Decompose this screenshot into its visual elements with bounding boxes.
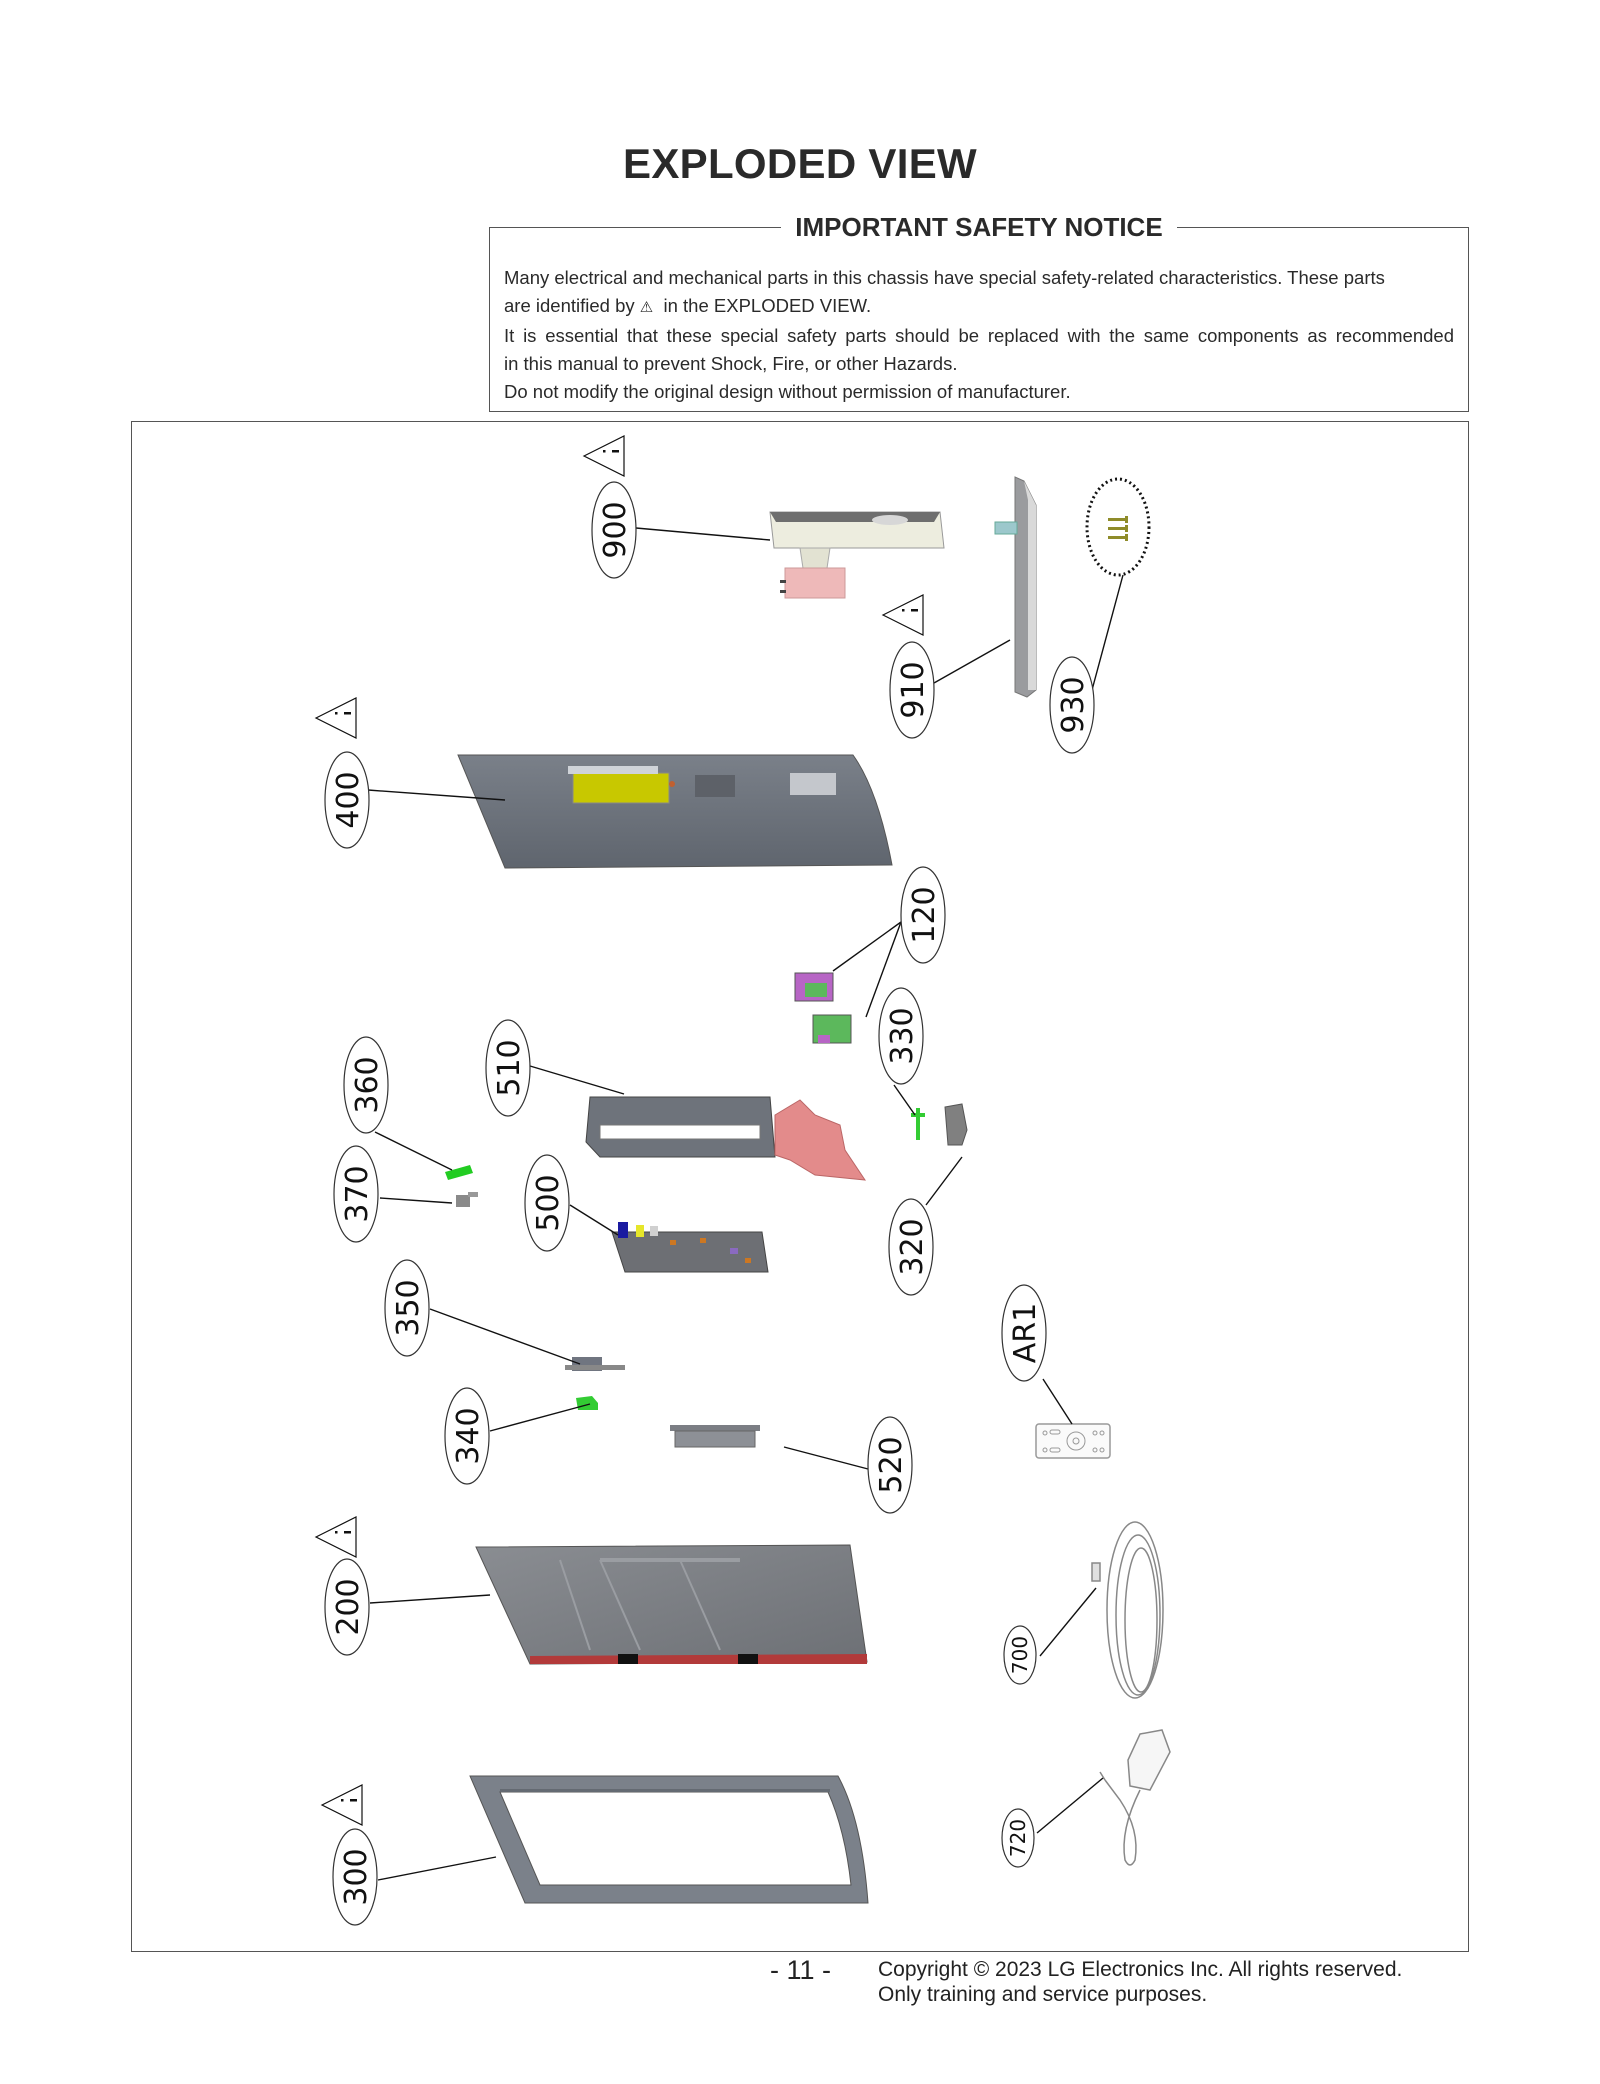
callout-200 [325,1559,369,1655]
svg-text:910: 910 [896,661,931,719]
notice-line: It is essential that these special safety parts should be replaced with the same components as recommended [504,325,1454,346]
svg-text:330: 330 [885,1007,920,1065]
callout-910 [890,642,934,738]
notice-line: are identified by ⚠ in the EXPLODED VIEW. [504,295,872,316]
part-720-ac-adapter [1100,1730,1170,1865]
svg-text:360: 360 [350,1056,385,1114]
callout-350 [385,1260,429,1356]
part-AR1-remote [1036,1424,1110,1458]
callout-AR1 [1002,1285,1046,1381]
purpose-text: Only training and service purposes. [878,1983,1208,2006]
callout-400 [325,752,369,848]
callout-720 [1002,1809,1034,1867]
warning-triangle-icon: ⚠ [639,299,654,316]
part-350-bracket [565,1357,625,1371]
svg-text:900: 900 [598,501,633,559]
callout-500 [525,1155,569,1251]
svg-text:400: 400 [331,771,366,829]
svg-text:700: 700 [1008,1635,1032,1675]
callout-700 [1004,1626,1036,1684]
svg-text:370: 370 [340,1165,375,1223]
svg-text:340: 340 [451,1407,486,1465]
part-500-main-board [612,1222,768,1272]
warning-triangle-icon-200 [316,1517,356,1557]
part-930-screws [1087,479,1149,575]
page-number: - 11 - [770,1955,832,1985]
callout-340 [445,1388,489,1484]
svg-text:320: 320 [895,1218,930,1276]
svg-text:520: 520 [874,1436,909,1494]
callout-320 [889,1199,933,1295]
callout-330 [879,988,923,1084]
callout-labels [325,482,1094,1925]
svg-text:350: 350 [391,1279,426,1337]
part-320-button [945,1104,967,1145]
warning-triangle-icon-400 [316,698,356,738]
svg-text:930: 930 [1056,676,1091,734]
svg-text:AR1: AR1 [1008,1302,1043,1364]
svg-text:720: 720 [1006,1818,1030,1858]
callout-520 [868,1417,912,1513]
part-360-green [445,1165,473,1180]
svg-text:500: 500 [531,1174,566,1232]
part-400-back-cover [458,755,892,868]
callout-120 [901,867,945,963]
part-340-green-board [576,1396,598,1410]
notice-line: Many electrical and mechanical parts in this chassis have special safety-related characteristics. These parts [504,267,1385,288]
safety-notice-heading: IMPORTANT SAFETY NOTICE [781,212,1176,242]
part-520-bar [670,1425,760,1447]
svg-text:510: 510 [492,1039,527,1097]
svg-text:120: 120 [907,886,942,944]
warning-triangle-icon-910 [883,595,923,635]
page-title: EXPLODED VIEW [623,140,977,187]
callout-900 [592,482,636,578]
notice-line: Do not modify the original design without permission of manufacturer. [504,381,1071,402]
part-200-lcd-panel [476,1545,867,1664]
part-370-gray [456,1192,478,1207]
part-300-front-cabinet [470,1776,868,1903]
warning-triangle-icon-900 [584,436,624,476]
part-120-modules [795,973,851,1043]
warning-triangle-icon-300 [322,1785,362,1825]
copyright-text: Copyright © 2023 LG Electronics Inc. All rights reserved. [878,1958,1403,1981]
svg-text:300: 300 [339,1848,374,1906]
svg-text:200: 200 [331,1578,366,1636]
callout-360 [344,1037,388,1133]
part-910-stand-plate [995,477,1036,697]
part-700-power-cord [1092,1522,1163,1698]
callout-370 [334,1146,378,1242]
callout-510 [486,1020,530,1116]
footer-copyright [878,1957,1402,2007]
callout-300 [333,1829,377,1925]
part-510-shield [586,1097,865,1180]
notice-line: in this manual to prevent Shock, Fire, or other Hazards. [504,353,958,374]
callout-930 [1050,657,1094,753]
part-900-stand-body [770,512,944,598]
